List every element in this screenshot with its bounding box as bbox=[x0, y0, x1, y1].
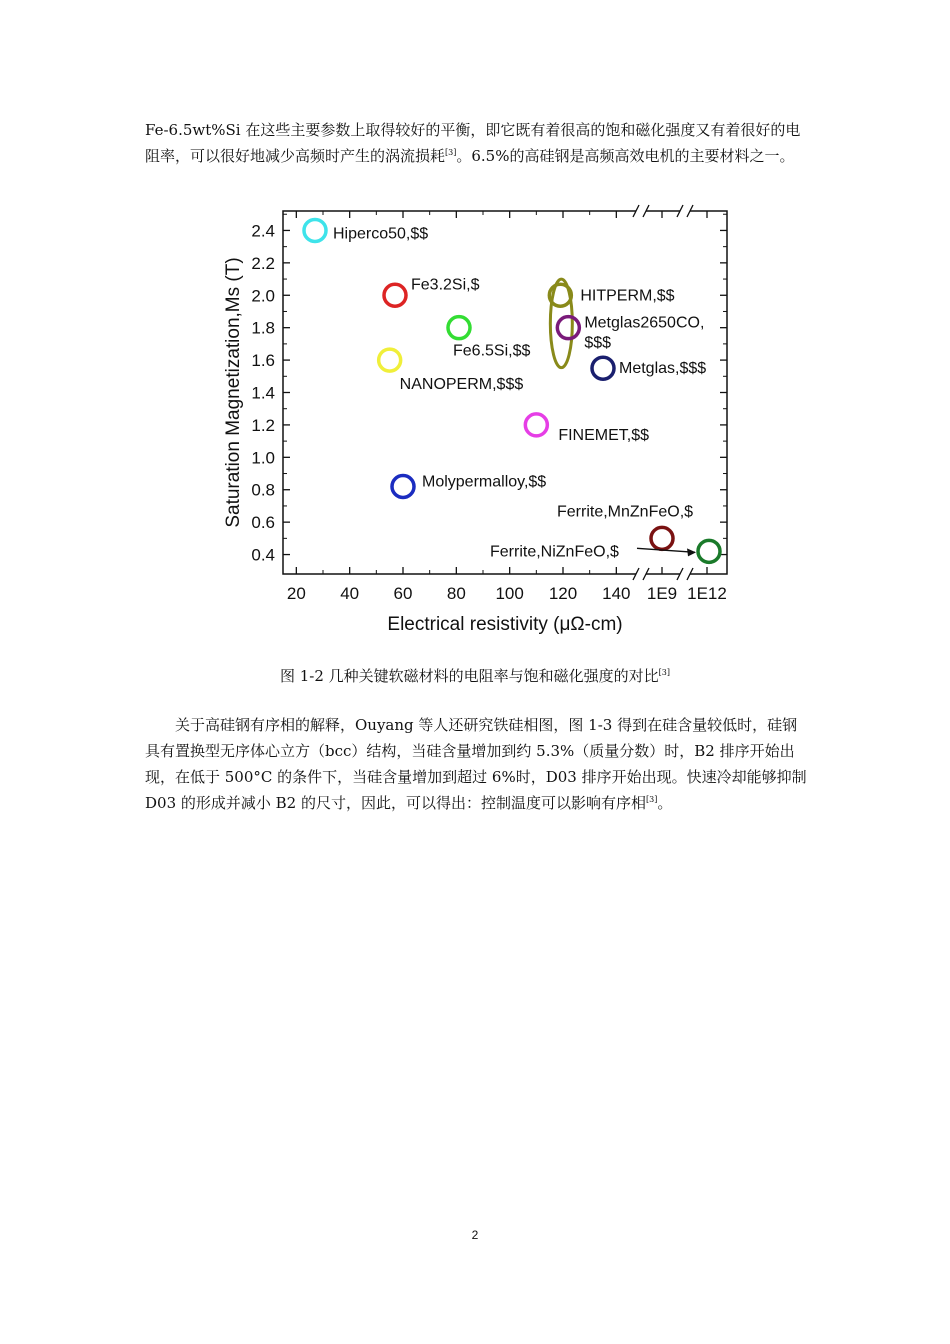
annotation-arrow-head bbox=[687, 548, 696, 556]
data-point-marker bbox=[592, 357, 614, 379]
data-point-marker bbox=[304, 219, 326, 241]
y-tick-label: 0.8 bbox=[251, 480, 275, 500]
resistivity-vs-magnetization-chart bbox=[205, 198, 745, 648]
data-point-label: Fe3.2Si,$ bbox=[411, 276, 480, 294]
y-axis-title: Saturation Magnetization,Ms (T) bbox=[223, 257, 244, 528]
data-point-label: Ferrite,NiZnFeO,$ bbox=[490, 543, 619, 561]
data-point-label: NANOPERM,$$$ bbox=[399, 376, 524, 394]
data-point-marker bbox=[448, 317, 470, 339]
figure-caption-text: 图 1-2 几种关键软磁材料的电阻率与饱和磁化强度的对比 bbox=[279, 667, 659, 685]
paragraph-2-text: 关于高硅钢有序相的解释，Ouyang 等人还研究铁硅相图，图 1-3 得到在硅含量较低时，硅钢具有置换型无序体心立方（bcc）结构，当硅含量增加到约 5.3%（质量分数）时，B2 排序开始出现，在低于 500°C 的条件下，当硅含量增加到超过 6%时，D03 排序开始出现。快速冷却能够抑制 D03 的形成并减小 B2 的尺寸，因此，可以得出：控制温度可以影响有序相 bbox=[145, 716, 807, 812]
paragraph-1-tail: 。6.5%的高硅钢是高频高效电机的主要材料之一。 bbox=[456, 147, 795, 165]
paragraph-1-text: Fe-6.5wt%Si 在这些主要参数上取得较好的平衡，即它既有着很高的饱和磁化强度又有着很好的电阻率，可以很好地减少高频时产生的涡流损耗 bbox=[145, 121, 801, 165]
paragraph-2 bbox=[145, 712, 810, 816]
data-point-label: HITPERM,$$ bbox=[580, 287, 675, 305]
y-tick-label: 2.0 bbox=[251, 286, 275, 306]
data-point-marker bbox=[384, 284, 406, 306]
y-tick-label: 0.6 bbox=[251, 513, 275, 533]
page-number: 2 bbox=[471, 1228, 479, 1242]
y-tick-label: 0.4 bbox=[251, 545, 275, 565]
hitperm-range-ellipse bbox=[550, 279, 572, 368]
x-break-tick-label: 1E12 bbox=[687, 584, 727, 603]
data-point-label: Hiperco50,$$ bbox=[333, 225, 429, 243]
y-tick-label: 1.2 bbox=[251, 415, 275, 435]
x-tick-label: 40 bbox=[340, 584, 360, 603]
x-tick-label: 120 bbox=[548, 584, 578, 603]
paragraph-2-tail: 。 bbox=[657, 794, 673, 812]
data-point-label: Metglas,$$$ bbox=[619, 360, 707, 378]
data-point-label: Molypermalloy,$$ bbox=[422, 473, 547, 491]
y-tick-label: 1.0 bbox=[251, 448, 275, 468]
x-tick-label: 60 bbox=[393, 584, 413, 603]
x-break-tick-label: 1E9 bbox=[646, 584, 678, 603]
data-point-label: Metglas2650CO, bbox=[584, 314, 705, 332]
citation-ref[interactable]: [3] bbox=[646, 795, 658, 804]
citation-ref[interactable]: [3] bbox=[658, 668, 671, 677]
figure-caption bbox=[0, 663, 950, 689]
data-point-marker bbox=[392, 475, 414, 497]
y-tick-label: 1.6 bbox=[251, 351, 275, 371]
data-point-label: Fe6.5Si,$$ bbox=[453, 342, 531, 360]
data-point-label: Ferrite,MnZnFeO,$ bbox=[557, 503, 694, 521]
y-tick-label: 1.8 bbox=[251, 318, 275, 338]
y-tick-label: 1.4 bbox=[251, 383, 275, 403]
data-point-label: $$$ bbox=[584, 334, 612, 352]
x-tick-label: 140 bbox=[602, 584, 631, 603]
data-point-marker bbox=[379, 349, 401, 371]
x-tick-label: 100 bbox=[495, 584, 524, 603]
y-tick-label: 2.2 bbox=[251, 253, 275, 273]
data-point-marker bbox=[525, 414, 547, 436]
paragraph-1 bbox=[145, 117, 810, 169]
y-tick-label: 2.4 bbox=[251, 221, 275, 241]
data-point-marker bbox=[651, 527, 673, 549]
data-point-label: FINEMET,$$ bbox=[558, 426, 650, 444]
data-point-marker bbox=[698, 540, 720, 562]
x-axis-title: Electrical resistivity (μΩ-cm) bbox=[387, 614, 623, 635]
data-point-marker bbox=[557, 317, 579, 339]
x-tick-label: 20 bbox=[286, 584, 306, 603]
x-tick-label: 80 bbox=[446, 584, 466, 603]
citation-ref[interactable]: [3] bbox=[445, 148, 457, 157]
